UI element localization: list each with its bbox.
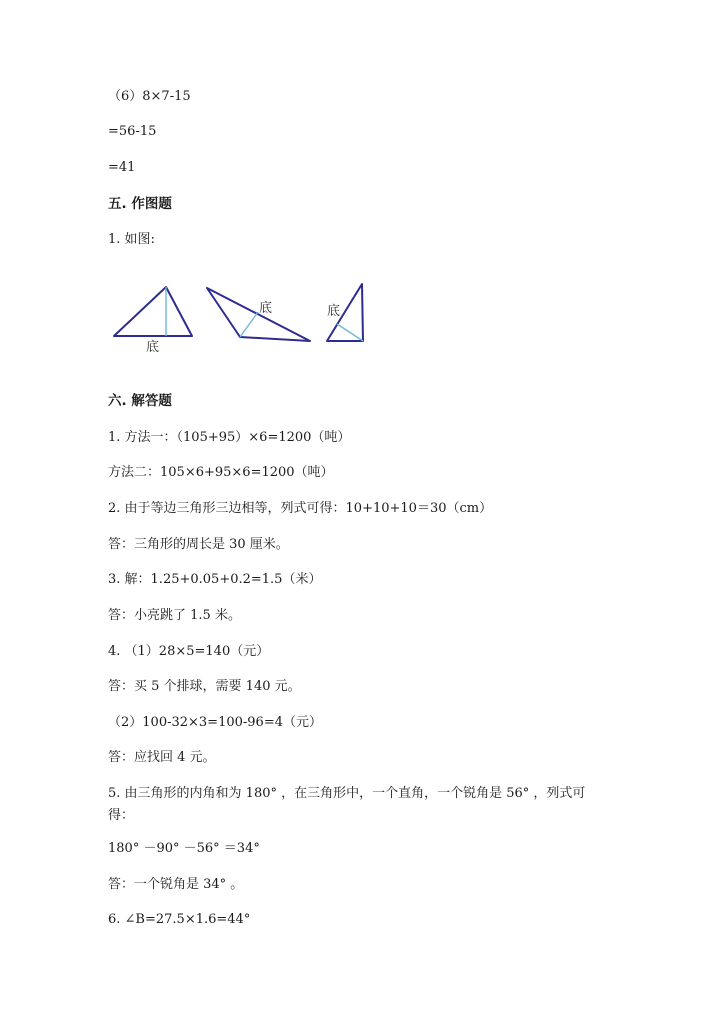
triangle-2 (207, 288, 310, 341)
prev-answer-line-3: =41 (108, 160, 136, 175)
answer-line: 答：一个锐角是 34° 。 (108, 877, 244, 892)
answer-line: 答：应找回 4 元。 (108, 750, 216, 765)
answer-line: 1. 方法一：（105+95）×6=1200（吨） (108, 430, 351, 445)
triangle-figures (0, 270, 720, 360)
prev-answer-line-1: （6）8×7-15 (108, 89, 191, 104)
answer-line: 180° －90° －56° ＝34° (108, 841, 260, 856)
answer-line: 答：小亮跳了 1.5 米。 (108, 608, 241, 623)
answer-line: 5. 由三角形的内角和为 180° ，在三角形中，一个直角，一个锐角是 56° ，列式可得： (108, 786, 586, 823)
triangle-1 (114, 287, 192, 355)
answer-line: 3. 解：1.25+0.05+0.2=1.5（米） (108, 572, 322, 587)
answer-line: 答：三角形的周长是 30 厘米。 (108, 537, 289, 552)
section-6-title: 六. 解答题 (108, 393, 172, 409)
answer-line: 2. 由于等边三角形三边相等，列式可得：10+10+10＝30（cm） (108, 501, 493, 516)
triangle-2-base-label: 底 (259, 301, 273, 316)
section-5-q1: 1. 如图: (108, 232, 155, 247)
triangle-3 (327, 284, 363, 341)
triangle-1-base-label: 底 (146, 340, 160, 355)
answer-line: 4. （1）28×5=140（元） (108, 644, 270, 659)
answer-line: 6. ∠B=27.5×1.6=44° (108, 912, 251, 927)
prev-answer-line-2: =56-15 (108, 124, 157, 139)
section-5-title: 五. 作图题 (108, 196, 172, 212)
answer-line: 方法二：105×6+95×6=1200（吨） (108, 465, 334, 480)
answer-line: 答：买 5 个排球，需要 140 元。 (108, 679, 301, 694)
answer-line: （2）100-32×3=100-96=4（元） (108, 715, 322, 730)
triangle-3-base-label: 底 (327, 304, 341, 319)
